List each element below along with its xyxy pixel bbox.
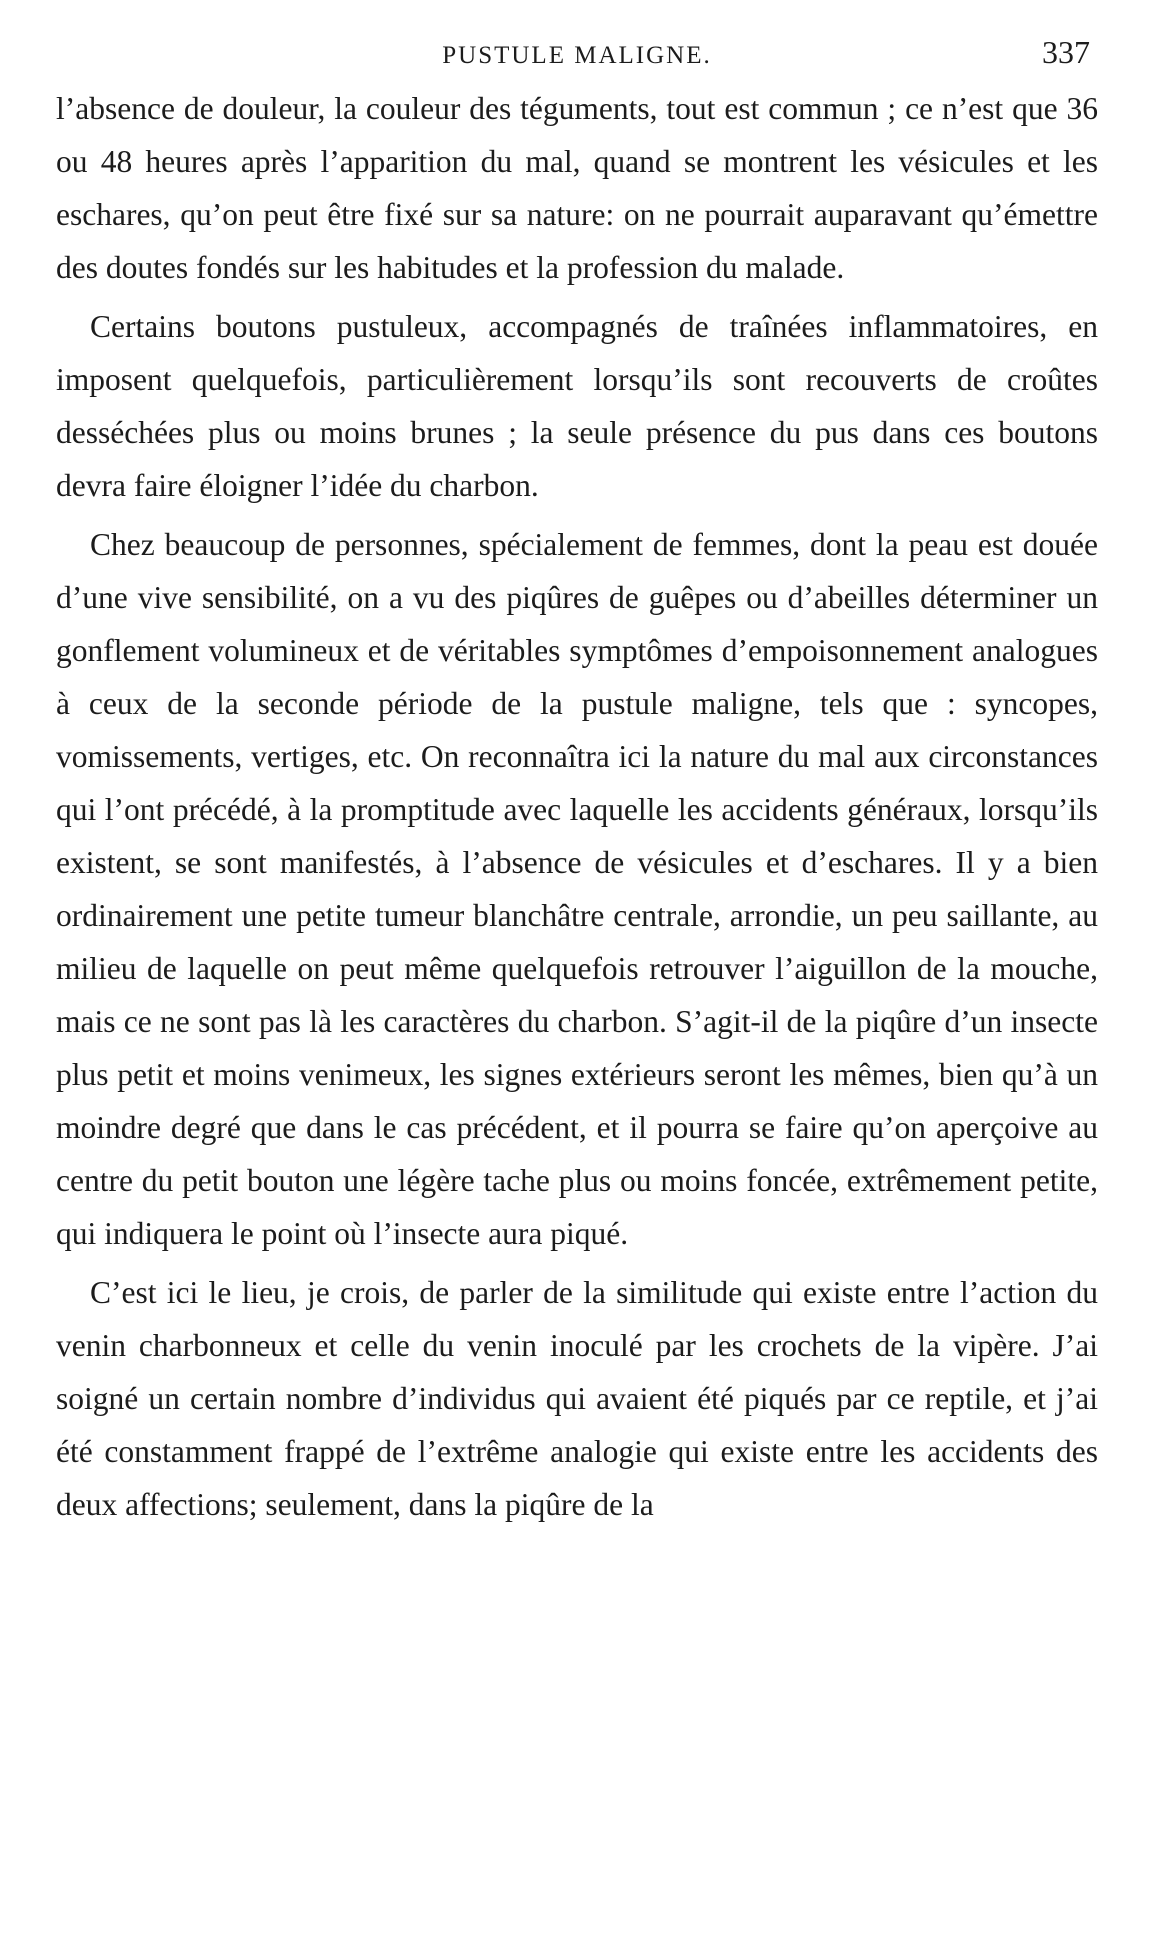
running-head	[56, 34, 1098, 80]
paragraph-viper-venin: C’est ici le lieu, je crois, de parler de la similitude qui existe entre l’action du venin charbonneux et celle du venin inoculé par les crochets de la vipère. J’ai soigné un certain nombre d’individus qui avaient été piqués par ce reptile, et j’ai été constamment frappé de l’extrême analogie qui existe entre les accidents des deux affections; seulement, dans la piqûre de la	[56, 1275, 1098, 1522]
running-title: PUSTULE MALIGNE.	[442, 42, 712, 69]
paragraph-continuation: l’absence de douleur, la couleur des téguments, tout est commun ; ce n’est que 36 ou 48 heures après l’apparition du mal, quand se montrent les vésicules et les eschares, qu’on peut être fixé sur sa nature: on ne pourrait auparavant qu’émettre des doutes fondés sur les habitudes et la profession du malade.	[56, 91, 1098, 285]
body-text	[56, 82, 1098, 1531]
paragraph-insect-stings: Chez beaucoup de personnes, spécialement de femmes, dont la peau est douée d’une vive sensibilité, on a vu des piqûres de guêpes ou d’abeilles déterminer un gonflement volumineux et de véritables symptômes d’empoisonnement analogues à ceux de la seconde période de la pustule maligne, tels que : syncopes, vomissements, vertiges, etc. On reconnaîtra ici la nature du mal aux circonstances qui l’ont précédé, à la promptitude avec laquelle les accidents généraux, lorsqu’ils existent, se sont manifestés, à l’absence de vésicules et d’eschares. Il y a bien ordinairement une petite tumeur blanchâtre centrale, arrondie, un peu saillante, au milieu de laquelle on peut même quelquefois retrouver l’aiguillon de la mouche, mais ce ne sont pas là les caractères du charbon. S’agit-il de la piqûre d’un insecte plus petit et moins venimeux, les signes extérieurs seront les mêmes, bien qu’à un moindre degré que dans le cas précédent, et il pourra se faire qu’on aperçoive au centre du petit bouton une légère tache plus ou moins foncée, extrêmement petite, qui indiquera le point où l’insecte aura piqué.	[56, 527, 1098, 1251]
page-number: 337	[1042, 34, 1090, 70]
paragraph-pustular-buttons: Certains boutons pustuleux, accompagnés de traînées inflammatoires, en imposent quelquefois, particulièrement lorsqu’ils sont recouverts de croûtes desséchées plus ou moins brunes ; la seule présence du pus dans ces boutons devra faire éloigner l’idée du charbon.	[56, 309, 1098, 503]
